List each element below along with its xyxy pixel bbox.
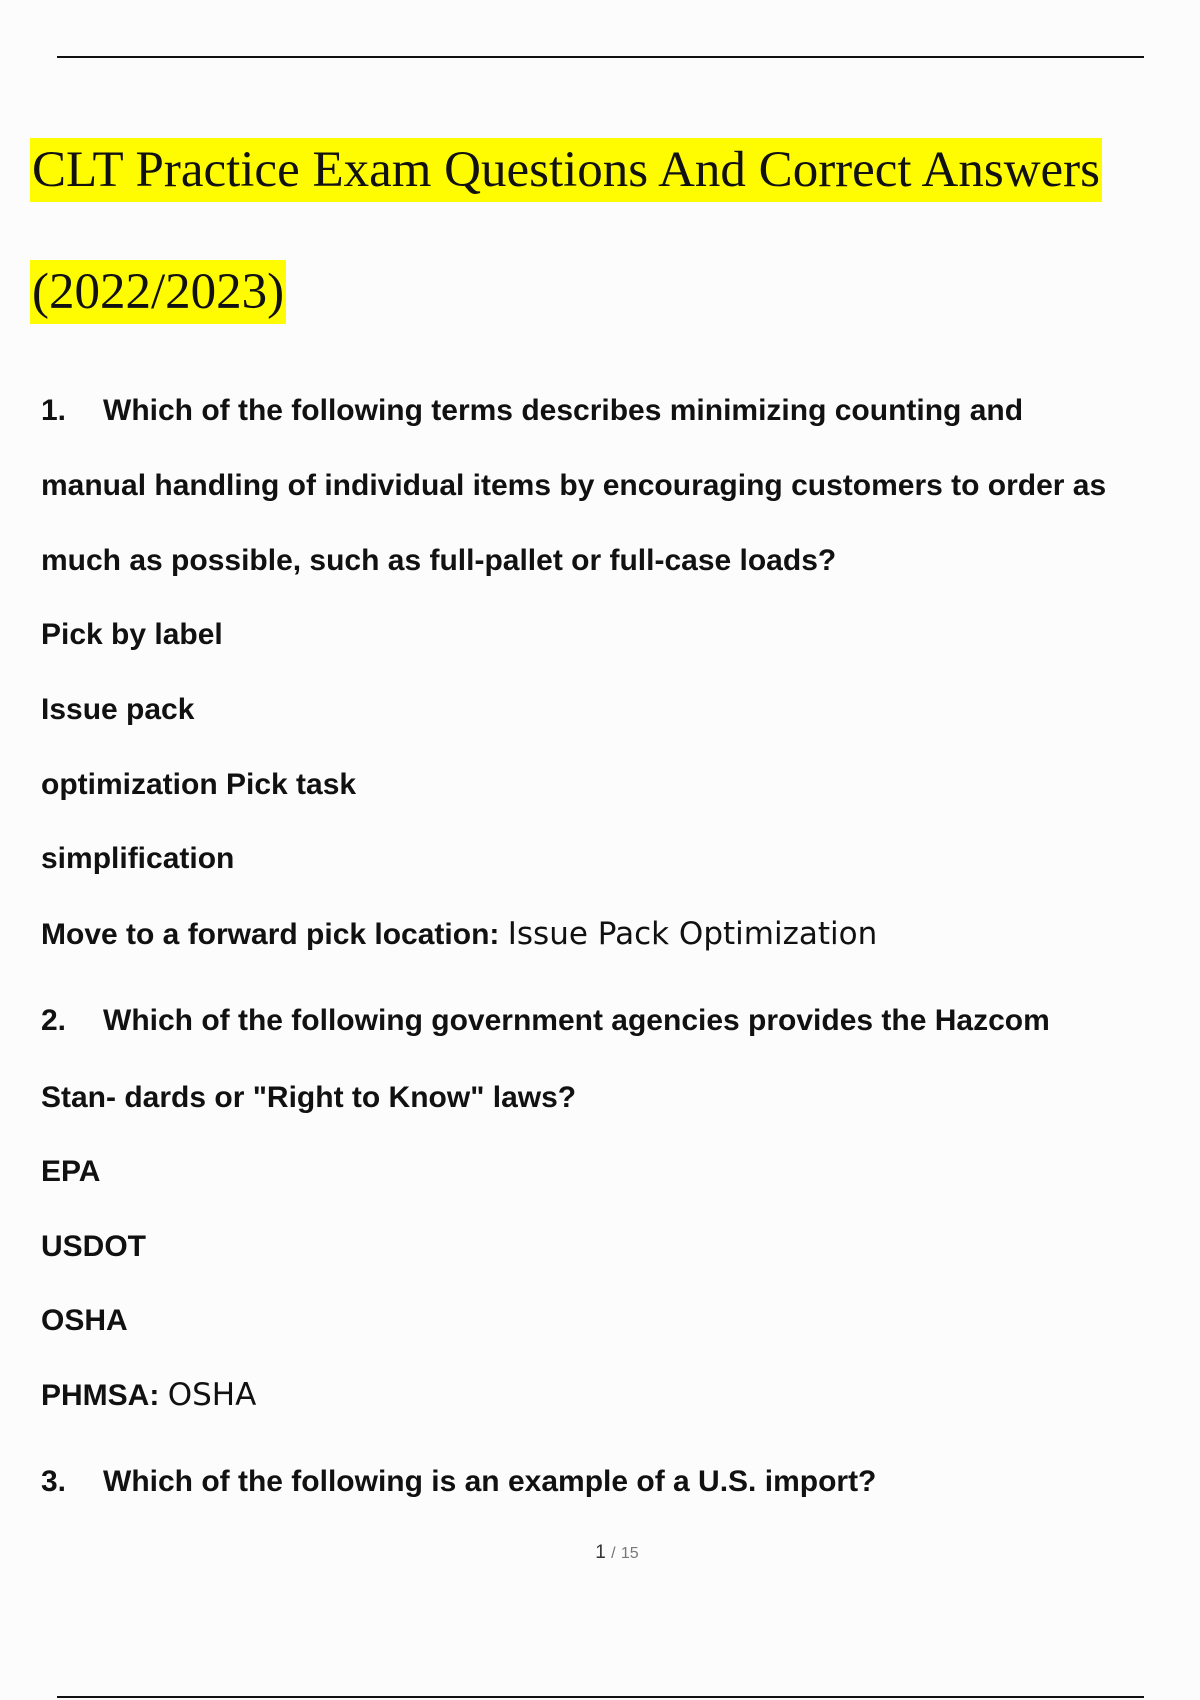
page-current: 1 — [595, 1542, 606, 1563]
question-2-line-2: Stan- dards or "Right to Know" laws? — [41, 1081, 577, 1114]
question-1-answer-line — [41, 916, 877, 953]
document-title: CLT Practice Exam Questions And Correct Answers — [30, 138, 1102, 202]
question-2-line-1: 2. Which of the following government agencies provides the Hazcom — [41, 1004, 1050, 1037]
question-number: 1. — [41, 394, 67, 427]
page-separator: / — [611, 1545, 616, 1562]
bottom-rule — [57, 1696, 1144, 1698]
question-2-answer-line — [41, 1377, 256, 1414]
question-1-option-4: simplification — [41, 842, 235, 875]
question-number: 2. — [41, 1004, 67, 1037]
question-1-option-3: optimization Pick task — [41, 768, 357, 801]
question-1-answer: Issue Pack Optimization — [507, 916, 878, 952]
question-number: 3. — [41, 1465, 67, 1498]
top-rule — [57, 56, 1144, 58]
question-1-line-2: manual handling of individual items by encouraging customers to order as — [41, 469, 1107, 502]
question-1-option-2: Issue pack — [41, 693, 195, 726]
question-2-option-3: OSHA — [41, 1304, 128, 1337]
question-2-option-2: USDOT — [41, 1230, 146, 1263]
question-1-option-1: Pick by label — [41, 618, 223, 651]
question-2-answer: OSHA — [167, 1377, 257, 1413]
page-total: 15 — [620, 1545, 639, 1562]
question-2-option-1: EPA — [41, 1155, 101, 1188]
page-indicator — [0, 1542, 1200, 1564]
question-1-line-1: 1. Which of the following terms describes minimizing counting and — [41, 394, 1024, 427]
question-1-line-3: much as possible, such as full-pallet or full-case loads? — [41, 544, 837, 577]
document-title-year: (2022/2023) — [30, 260, 286, 324]
question-1-option-5: Move to a forward pick location: — [41, 918, 500, 951]
question-2-option-4: PHMSA: — [41, 1379, 160, 1412]
question-3-line-1: 3. Which of the following is an example of a U.S. import? — [41, 1465, 877, 1498]
